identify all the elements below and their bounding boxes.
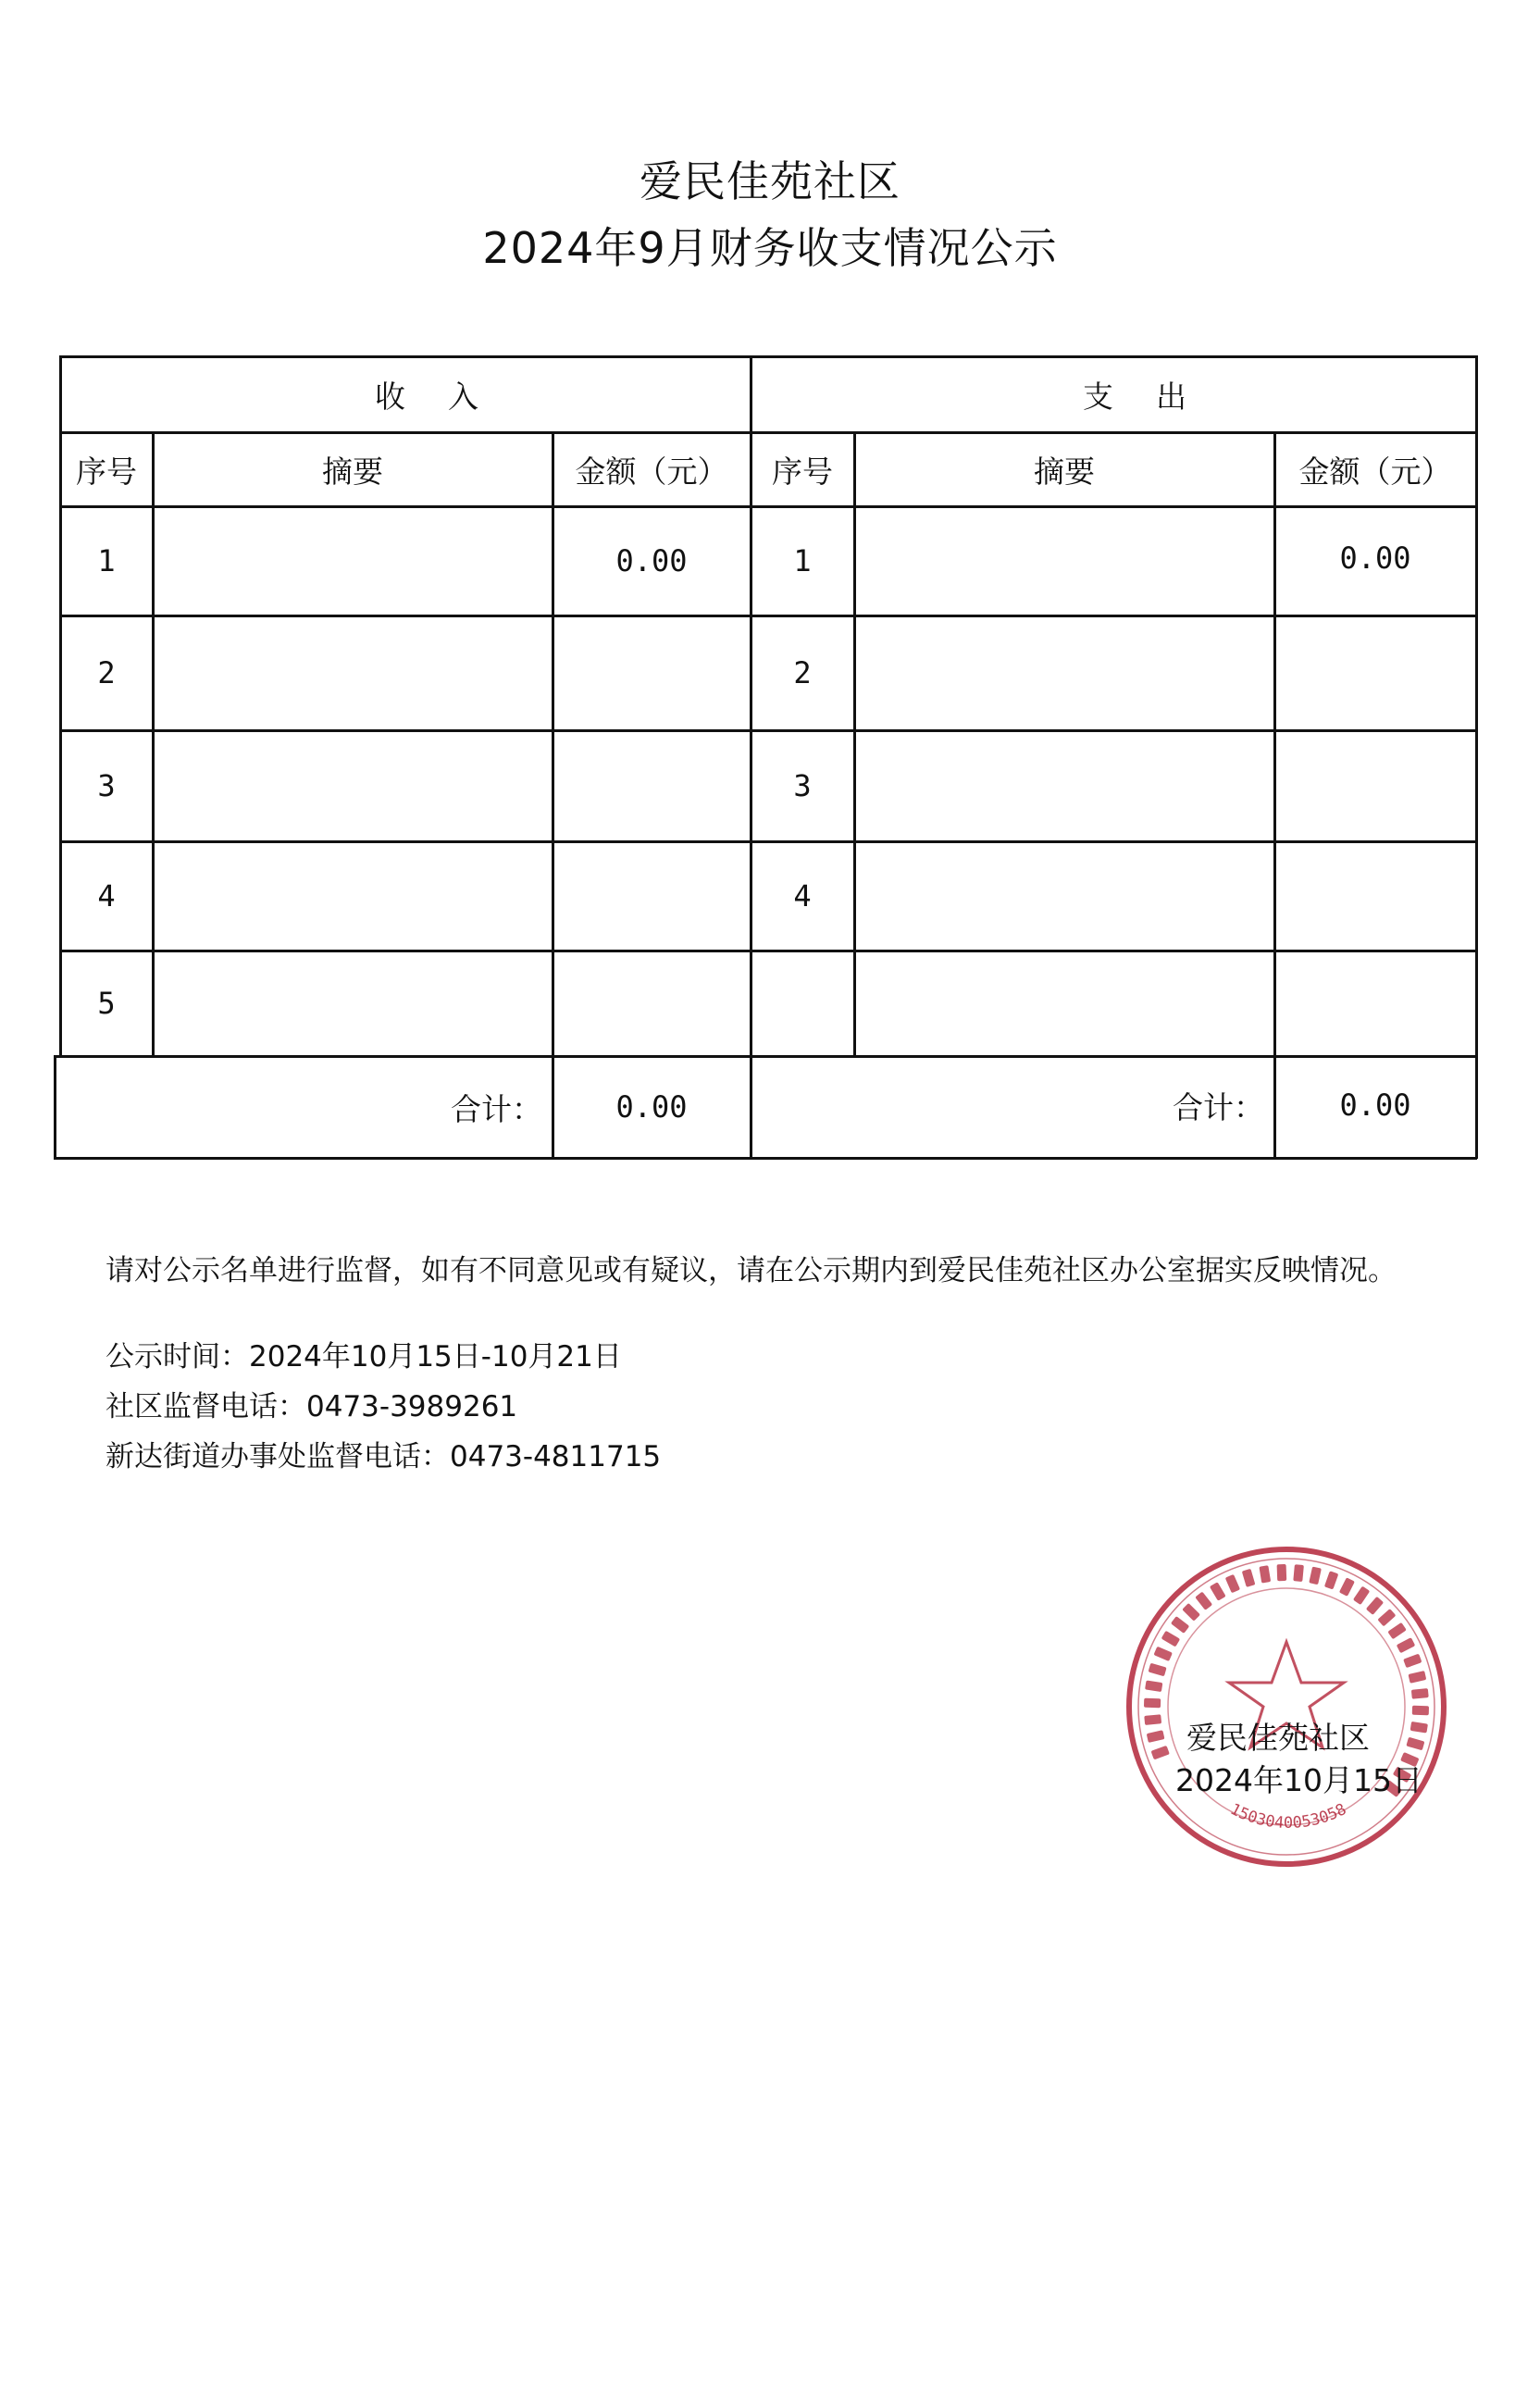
expense-summary-2 <box>855 616 1273 729</box>
income-seq-2: 2 <box>97 655 116 690</box>
expense-summary-3 <box>855 731 1273 840</box>
street-phone: 新达街道办事处监督电话：0473-4811715 <box>106 1440 662 1473</box>
expense-total-label: 合计： <box>1173 1088 1264 1125</box>
seal-ring-glyph <box>1377 1609 1396 1626</box>
income-col-seq: 序号 <box>76 453 137 490</box>
seal-ring-glyph <box>1387 1622 1407 1639</box>
income-summary-1 <box>154 507 552 615</box>
expense-amount-4 <box>1275 842 1475 950</box>
seal-ring-glyph <box>1151 1746 1170 1760</box>
income-total-label: 合计： <box>451 1090 542 1127</box>
expense-amount-3 <box>1275 731 1475 840</box>
expense-seq-4: 4 <box>793 878 812 914</box>
expense-seq-5 <box>751 951 853 1055</box>
expense-col-amount: 金额（元） <box>1298 453 1452 490</box>
seal-ring-glyph <box>1153 1647 1172 1661</box>
income-amount-3 <box>553 731 750 840</box>
page-subtitle: 2024年9月财务收支情况公示 <box>482 223 1058 273</box>
seal-ring-glyph <box>1161 1631 1181 1647</box>
seal-ring-glyph <box>1144 1714 1161 1725</box>
seal-ring-glyph <box>1309 1567 1322 1585</box>
expense-amount-1: 0.00 <box>1339 541 1411 576</box>
income-col-summary: 摘要 <box>322 453 383 490</box>
seal-ring-glyph <box>1324 1571 1338 1589</box>
income-amount-5 <box>553 951 750 1055</box>
seal-ring-glyph <box>1259 1565 1271 1583</box>
seal-ring-glyph <box>1145 1680 1162 1692</box>
expense-section-header: 支出 <box>1083 378 1229 415</box>
income-summary-5 <box>154 951 552 1055</box>
seal-ring-glyph <box>1412 1706 1429 1715</box>
income-total-value: 0.00 <box>615 1089 688 1125</box>
income-amount-2 <box>553 616 750 729</box>
seal-ring-glyph <box>1406 1737 1424 1751</box>
income-seq-1: 1 <box>97 543 116 578</box>
signature-date: 2024年10月15日 <box>1175 1762 1422 1798</box>
expense-total-value: 0.00 <box>1339 1088 1411 1123</box>
expense-col-seq: 序号 <box>772 453 833 490</box>
seal-ring-glyph <box>1366 1597 1384 1615</box>
notice-paragraph: 请对公示名单进行监督，如有不同意见或有疑议，请在公示期内到爱民佳苑社区办公室据实反映情况。 <box>106 1254 1397 1287</box>
expense-summary-1 <box>855 507 1273 615</box>
seal-ring-glyph <box>1409 1671 1427 1684</box>
income-col-amount: 金额（元） <box>575 453 728 490</box>
seal-ring-glyph <box>1182 1603 1200 1622</box>
seal-ring-glyph <box>1403 1654 1422 1669</box>
income-seq-4: 4 <box>97 878 116 914</box>
seal-ring-glyph <box>1195 1592 1212 1610</box>
expense-seq-2: 2 <box>793 655 812 690</box>
signature-org: 爱民佳苑社区 <box>1186 1720 1370 1756</box>
seal-ring-glyph <box>1277 1564 1287 1581</box>
income-seq-5: 5 <box>97 986 116 1021</box>
income-amount-4 <box>553 842 750 950</box>
notice-period: 公示时间：2024年10月15日-10月21日 <box>106 1340 622 1374</box>
expense-summary-4 <box>855 842 1273 950</box>
official-seal-icon <box>1122 1542 1451 1871</box>
svg-text:1503040053058 <box>1227 1800 1349 1833</box>
expense-amount-5 <box>1275 951 1475 1055</box>
seal-ring-glyph <box>1293 1564 1304 1582</box>
seal-ring-glyph <box>1339 1577 1355 1597</box>
seal-ring-glyph <box>1397 1637 1416 1653</box>
seal-ring-glyph <box>1353 1586 1370 1606</box>
expense-col-summary: 摘要 <box>1034 453 1095 490</box>
seal-ring-glyph <box>1242 1569 1256 1587</box>
income-summary-4 <box>154 842 552 950</box>
seal-ring-glyph <box>1225 1574 1240 1593</box>
expense-amount-2 <box>1275 616 1475 729</box>
seal-ring-glyph <box>1147 1730 1165 1743</box>
income-summary-3 <box>154 731 552 840</box>
income-section-header: 收入 <box>375 378 521 415</box>
expense-seq-3: 3 <box>793 768 812 803</box>
expense-seq-1: 1 <box>793 543 812 578</box>
seal-ring-glyph <box>1411 1688 1429 1699</box>
seal-ring-glyph <box>1149 1663 1167 1677</box>
income-seq-3: 3 <box>97 768 116 803</box>
expense-summary-5 <box>855 951 1273 1055</box>
seal-ring-glyph <box>1210 1582 1226 1601</box>
income-amount-1: 0.00 <box>615 543 688 578</box>
seal-ring-glyph <box>1171 1616 1189 1634</box>
community-phone: 社区监督电话：0473-3989261 <box>106 1390 518 1423</box>
seal-ring-glyph <box>1144 1698 1161 1708</box>
seal-ring-glyph <box>1410 1722 1428 1734</box>
page-title: 爱民佳苑社区 <box>640 156 900 206</box>
stamp-number: 1503040053058 <box>1226 1799 1350 1833</box>
income-summary-2 <box>154 616 552 729</box>
